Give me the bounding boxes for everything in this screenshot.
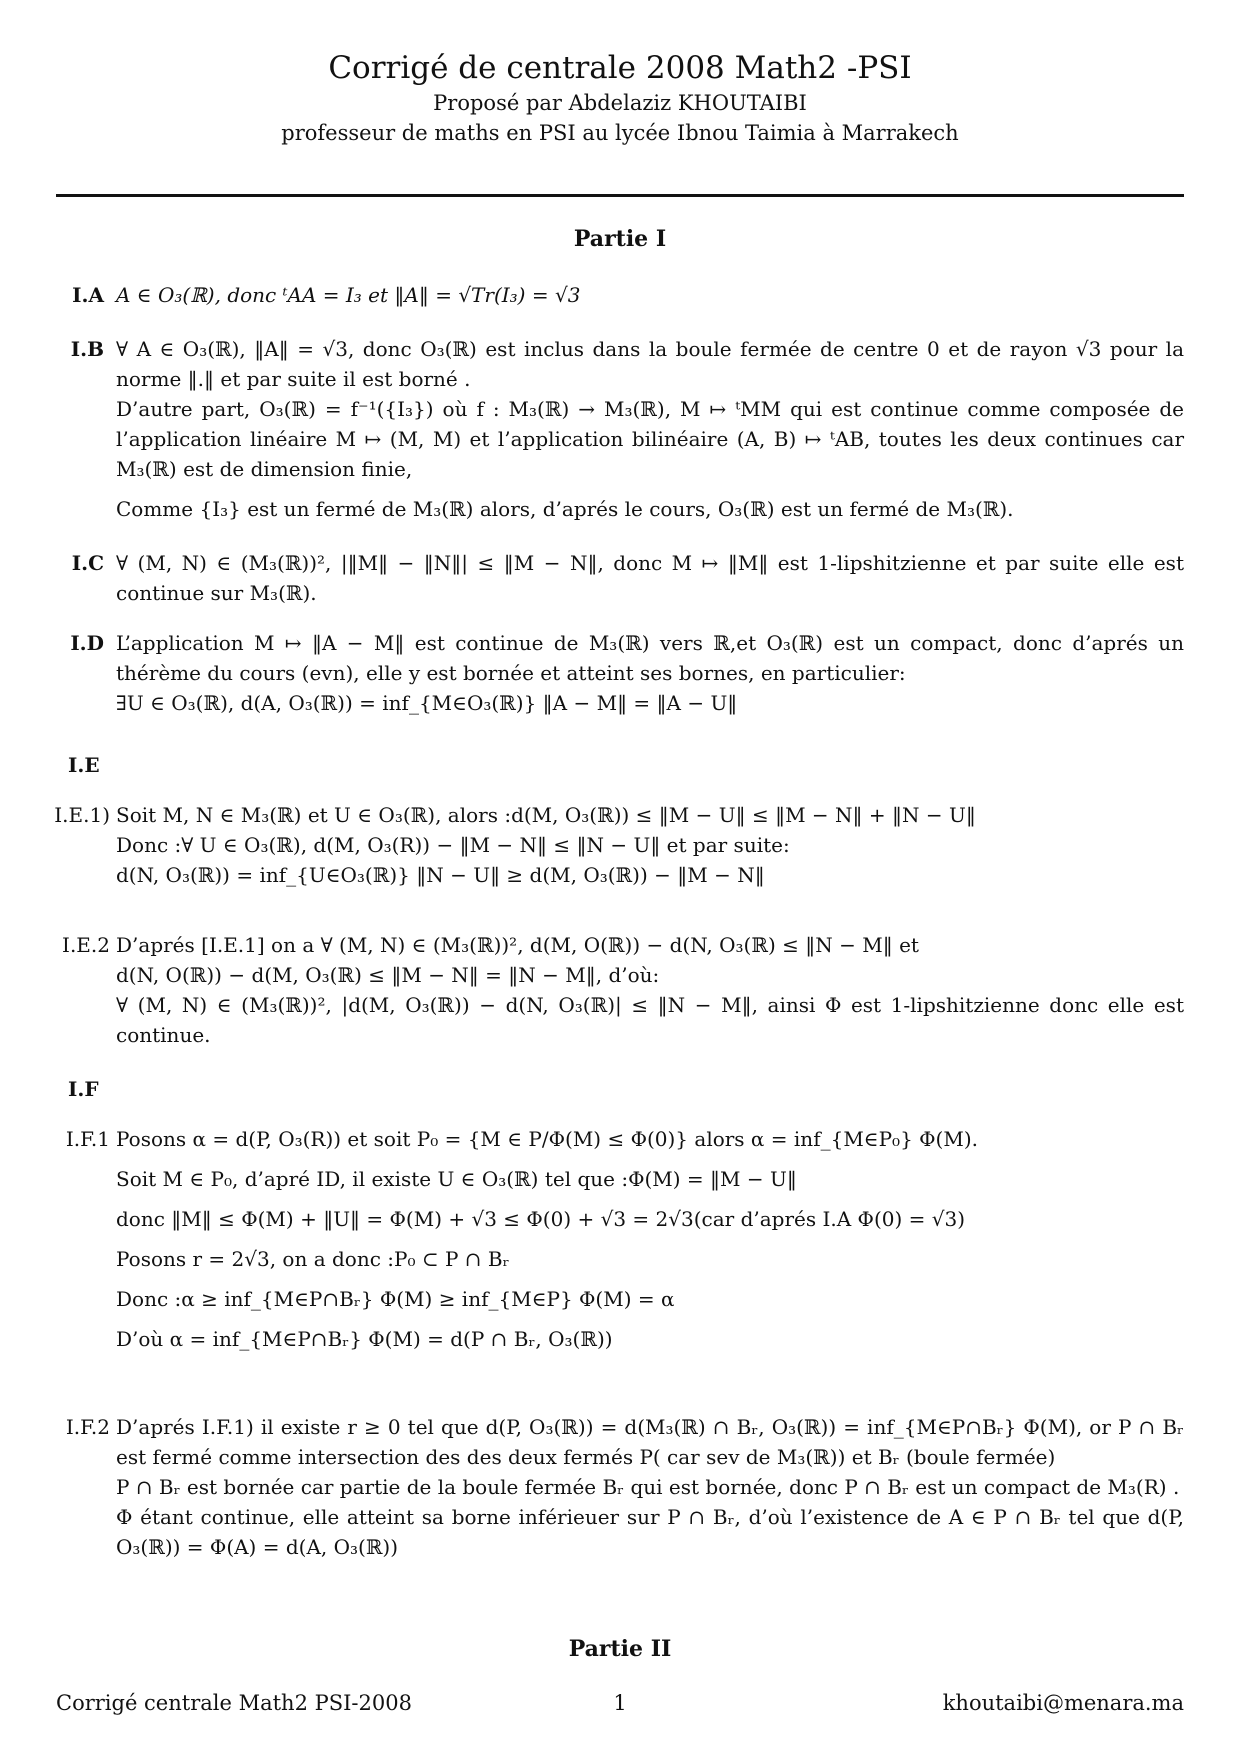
part-2-title: Partie II bbox=[568, 1636, 672, 1662]
section-IF1-line-3: donc ‖M‖ ≤ Φ(M) + ‖U‖ = Φ(M) + √3 ≤ Φ(0) + √3 = 2√3(car d’aprés I.A Φ(0) = √3) bbox=[116, 1207, 966, 1231]
part-1-title: Partie I bbox=[573, 226, 667, 252]
section-label-IE1: I.E.1) bbox=[54, 803, 110, 827]
section-ID bbox=[116, 628, 1184, 718]
section-IF1 bbox=[116, 1124, 1184, 1354]
document-title: Corrigé de centrale 2008 Math2 -PSI bbox=[328, 50, 912, 86]
section-IE2-line-3: ∀ (M, N) ∈ (M₃(ℝ))², |d(M, O₃(ℝ)) − d(N, O₃(ℝ)| ≤ ‖N − M‖, ainsi Φ est 1-lipshitzienne donc elle est continue. bbox=[116, 993, 1184, 1047]
document-affiliation: professeur de maths en PSI au lycée Ibnou Taimia à Marrakech bbox=[281, 121, 959, 145]
section-label-IF1: I.F.1 bbox=[65, 1127, 110, 1151]
section-IC bbox=[116, 548, 1184, 608]
section-IF2-line-2: P ∩ Bᵣ est bornée car partie de la boule fermée Bᵣ qui est bornée, donc P ∩ Bᵣ est un compact de M₃(R) . bbox=[116, 1475, 1180, 1499]
section-ID-line-2: ∃U ∈ O₃(ℝ), d(A, O₃(ℝ)) = inf_{M∈O₃(ℝ)} ‖A − M‖ = ‖A − U‖ bbox=[116, 691, 738, 715]
section-label-IB: I.B bbox=[70, 337, 104, 361]
header-rule bbox=[56, 194, 1184, 197]
section-IB-line-3: Comme {I₃} est un fermé de M₃(ℝ) alors, d’aprés le cours, O₃(ℝ) est un fermé de M₃(ℝ). bbox=[116, 497, 1014, 521]
section-IE1-line-2: Donc :∀ U ∈ O₃(ℝ), d(M, O₃(R)) − ‖M − N‖ ≤ ‖N − U‖ et par suite: bbox=[116, 833, 790, 857]
section-label-IF2: I.F.2 bbox=[65, 1415, 110, 1439]
section-IF2-line-3: Φ étant continue, elle atteint sa borne inférieuer sur P ∩ Bᵣ, d’où l’existence de A ∈ P ∩ Bᵣ tel que d(P, O₃(ℝ)) = Φ(A) = d(A, O₃(ℝ)) bbox=[116, 1505, 1184, 1559]
section-IF2-line-1: D’aprés I.F.1) il existe r ≥ 0 tel que d(P, O₃(ℝ)) = d(M₃(ℝ) ∩ Bᵣ, O₃(ℝ)) = inf_{M∈P∩Bᵣ} Φ(M), or P ∩ Bᵣ est fermé comme intersection des des deux fermés P( car sev de M₃(ℝ)) et Bᵣ (boule fermée) bbox=[116, 1415, 1184, 1469]
section-ID-line-1: L’application M ↦ ‖A − M‖ est continue de M₃(ℝ) vers ℝ,et O₃(ℝ) est un compact, donc d’aprés un thérème du cours (evn), elle y est bornée et atteint ses bornes, en particulier: bbox=[116, 631, 1184, 685]
section-IC-line: ∀ (M, N) ∈ (M₃(ℝ))², |‖M‖ − ‖N‖| ≤ ‖M − N‖, donc M ↦ ‖M‖ est 1-lipshitzienne et par suite elle est continue sur M₃(ℝ). bbox=[116, 551, 1184, 605]
section-head-IE: I.E bbox=[68, 753, 100, 777]
section-IB-line-1: ∀ A ∈ O₃(ℝ), ‖A‖ = √3, donc O₃(ℝ) est inclus dans la boule fermée de centre 0 et de rayon √3 pour la norme ‖.‖ et par suite il est borné . bbox=[116, 337, 1184, 391]
section-IE2-line-1: D’aprés [I.E.1] on a ∀ (M, N) ∈ (M₃(ℝ))², d(M, O(ℝ)) − d(N, O₃(ℝ) ≤ ‖N − M‖ et bbox=[116, 933, 919, 957]
section-label-IA: I.A bbox=[72, 283, 104, 307]
footer-page-number: 1 bbox=[613, 1691, 627, 1715]
section-IF1-line-4: Posons r = 2√3, on a donc :P₀ ⊂ P ∩ Bᵣ bbox=[116, 1247, 510, 1271]
section-IB bbox=[116, 334, 1184, 524]
section-label-IE2: I.E.2 bbox=[62, 933, 110, 957]
footer-left-text: Corrigé centrale Math2 PSI-2008 bbox=[56, 1691, 412, 1715]
footer-email: khoutaibi@menara.ma bbox=[942, 1691, 1184, 1715]
section-IF1-line-2: Soit M ∈ P₀, d’apré ID, il existe U ∈ O₃(ℝ) tel que :Φ(M) = ‖M − U‖ bbox=[116, 1167, 797, 1191]
document-author: Proposé par Abdelaziz KHOUTAIBI bbox=[433, 91, 807, 115]
section-IA-line: A ∈ O₃(ℝ), donc ᵗAA = I₃ et ‖A‖ = √Tr(I₃) = √3 bbox=[116, 283, 581, 307]
section-IE1 bbox=[116, 800, 1184, 890]
section-IB-line-2: D’autre part, O₃(ℝ) = f⁻¹({I₃}) où f : M₃(ℝ) → M₃(ℝ), M ↦ ᵗMM qui est continue comme composée de l’application linéaire M ↦ (M, M) et l’application bilinéaire (A, B) ↦ ᵗAB, toutes les deux continues car M₃(ℝ) est de dimension finie, bbox=[116, 397, 1184, 481]
section-IE2 bbox=[116, 930, 1184, 1050]
section-head-IF: I.F bbox=[68, 1077, 99, 1101]
section-IF1-line-1: Posons α = d(P, O₃(R)) et soit P₀ = {M ∈ P/Φ(M) ≤ Φ(0)} alors α = inf_{M∈P₀} Φ(M). bbox=[116, 1127, 978, 1151]
section-IF1-line-6: D’où α = inf_{M∈P∩Bᵣ} Φ(M) = d(P ∩ Bᵣ, O₃(ℝ)) bbox=[116, 1327, 613, 1351]
section-IE2-line-2: d(N, O(ℝ)) − d(M, O₃(ℝ) ≤ ‖M − N‖ = ‖N − M‖, d’où: bbox=[116, 963, 660, 987]
section-IE1-line-1: Soit M, N ∈ M₃(ℝ) et U ∈ O₃(ℝ), alors :d(M, O₃(ℝ)) ≤ ‖M − U‖ ≤ ‖M − N‖ + ‖N − U‖ bbox=[116, 803, 976, 827]
section-label-ID: I.D bbox=[70, 631, 104, 655]
section-IA bbox=[116, 280, 1184, 310]
section-IF1-line-5: Donc :α ≥ inf_{M∈P∩Bᵣ} Φ(M) ≥ inf_{M∈P} Φ(M) = α bbox=[116, 1287, 675, 1311]
document-header bbox=[0, 48, 1240, 148]
section-label-IC: I.C bbox=[71, 551, 104, 575]
section-IE1-line-3: d(N, O₃(ℝ)) = inf_{U∈O₃(ℝ)} ‖N − U‖ ≥ d(M, O₃(ℝ)) − ‖M − N‖ bbox=[116, 863, 765, 887]
section-IF2 bbox=[116, 1412, 1184, 1562]
